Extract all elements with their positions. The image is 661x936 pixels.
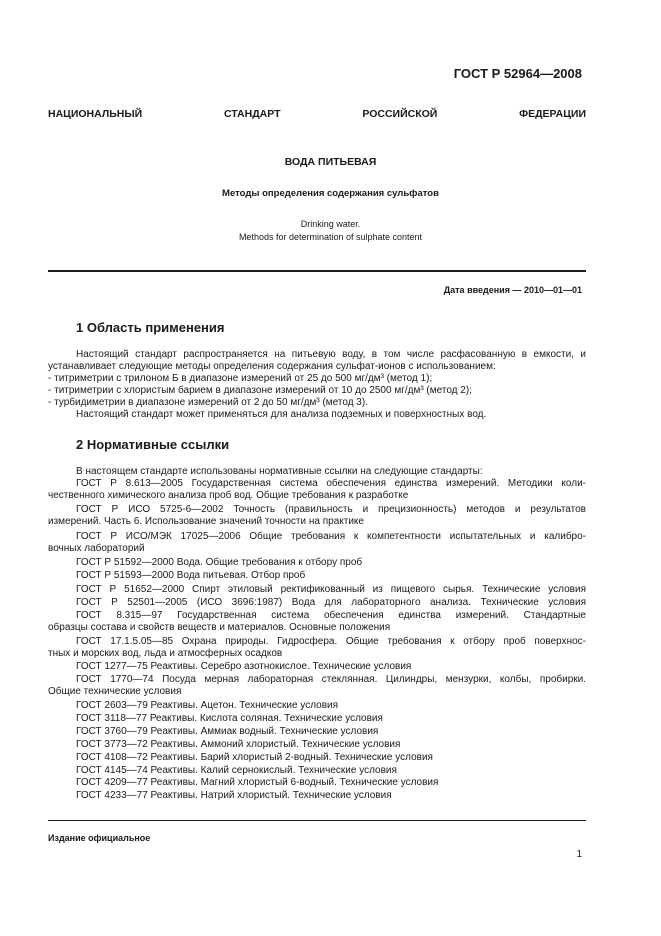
reference-item: вочных лабораторий [48, 543, 145, 554]
banner-word: РОССИЙСКОЙ [362, 108, 438, 120]
document-subtitle: Методы определения содержания сульфатов [222, 188, 439, 199]
reference-item: чественного химического анализа проб вод. Общие требования к разработке [48, 490, 409, 501]
reference-item: ГОСТ 8.315—97 Государственная система обеспечения единства измерений. Стандартные [76, 610, 586, 621]
official-edition-label: Издание официальное [48, 833, 151, 843]
english-title-line-2: Methods for determination of sulphate content [238, 232, 423, 242]
reference-item: ГОСТ 2603—79 Реактивы. Ацетон. Технические условия [76, 700, 339, 711]
section-1-line: - титриметрии с трилоном Б в диапазоне измерений от 25 до 500 мг/дм³ (метод 1); [48, 373, 433, 384]
reference-item: ГОСТ 4108—72 Реактивы. Барий хлористый 2-водный. Технические условия [76, 752, 433, 763]
page-number: 1 [576, 849, 582, 860]
banner-word: СТАНДАРТ [223, 108, 281, 120]
section-1-line: Настоящий стандарт может применяться для анализа подземных и поверхностных вод. [76, 409, 487, 420]
reference-item: ГОСТ 1770—74 Посуда мерная лабораторная стеклянная. Цилиндры, мензурки, колбы, пробирки. [76, 674, 586, 685]
title-divider [48, 270, 586, 272]
reference-item: ГОСТ 3118—77 Реактивы. Кислота соляная. Технические условия [76, 713, 383, 724]
reference-item: ГОСТ Р ИСО 5725-6—2002 Точность (правильность и прецизионность) методов и результатов [76, 504, 586, 515]
reference-item: измерений. Часть 6. Использование значений точности на практике [48, 516, 364, 527]
section-1-line: - титриметрии с хлористым барием в диапазоне измерений от 10 до 2500 мг/дм³ (метод 2); [48, 385, 472, 396]
reference-item: ГОСТ Р 52501—2005 (ИСО 3696:1987) Вода для лабораторного анализа. Технические условия [76, 597, 586, 608]
banner-word: ФЕДЕРАЦИИ [519, 108, 586, 120]
reference-item: ГОСТ 17.1.5.05—85 Охрана природы. Гидросфера. Общие требования к отбору проб поверхнос- [76, 636, 586, 647]
introduction-date: Дата введения — 2010—01—01 [443, 285, 582, 295]
document-title: ВОДА ПИТЬЕВАЯ [284, 156, 377, 168]
section-2-line: В настоящем стандарте использованы нормативные ссылки на следующие стандарты: [76, 466, 483, 477]
reference-item: ГОСТ 4209—77 Реактивы. Магний хлористый 6-водный. Технические условия [76, 777, 439, 788]
reference-item: ГОСТ Р ИСО/МЭК 17025—2006 Общие требования к компетентности испытательных и калибро- [76, 531, 586, 542]
section-1-line: устанавливает следующие методы определения содержания сульфат-ионов с использованием: [48, 361, 496, 372]
national-standard-banner [48, 108, 586, 120]
section-1-line: - турбидиметрии в диапазоне измерений от 2 до 50 мг/дм³ (метод 3). [48, 397, 368, 408]
reference-item: ГОСТ 4233—77 Реактивы. Натрий хлористый. Технические условия [76, 790, 392, 801]
reference-item: ГОСТ Р 51592—2000 Вода. Общие требования к отбору проб [76, 557, 363, 568]
reference-item: образцы состава и свойств веществ и материалов. Основные положения [48, 622, 391, 633]
reference-item: ГОСТ 3773—72 Реактивы. Аммоний хлористый. Технические условия [76, 739, 401, 750]
reference-item: ГОСТ Р 51652—2000 Спирт этиловый ректификованный из пищевого сырья. Технические условия [76, 584, 586, 595]
reference-item: Общие технические условия [48, 686, 182, 697]
banner-word: НАЦИОНАЛЬНЫЙ [48, 108, 143, 120]
english-title-line-1: Drinking water. [300, 219, 361, 229]
section-2-heading: 2 Нормативные ссылки [76, 437, 230, 452]
reference-item: ГОСТ 1277—75 Реактивы. Серебро азотнокислое. Технические условия [76, 661, 412, 672]
section-1-line: Настоящий стандарт распространяется на питьевую воду, в том числе расфасованную в емкости, и [76, 349, 586, 360]
section-1-heading: 1 Область применения [76, 320, 225, 335]
footer-divider [48, 820, 586, 821]
reference-item: ГОСТ Р 51593—2000 Вода питьевая. Отбор проб [76, 570, 306, 581]
gost-number: ГОСТ Р 52964—2008 [453, 66, 582, 81]
reference-item: ГОСТ 4145—74 Реактивы. Калий сернокислый. Технические условия [76, 765, 397, 776]
reference-item: ГОСТ Р 8.613—2005 Государственная система обеспечения единства измерений. Методики коли- [76, 478, 586, 489]
reference-item: тных и морских вод, льда и атмосферных осадков [48, 648, 283, 659]
reference-item: ГОСТ 3760—79 Реактивы. Аммиак водный. Технические условия [76, 726, 379, 737]
